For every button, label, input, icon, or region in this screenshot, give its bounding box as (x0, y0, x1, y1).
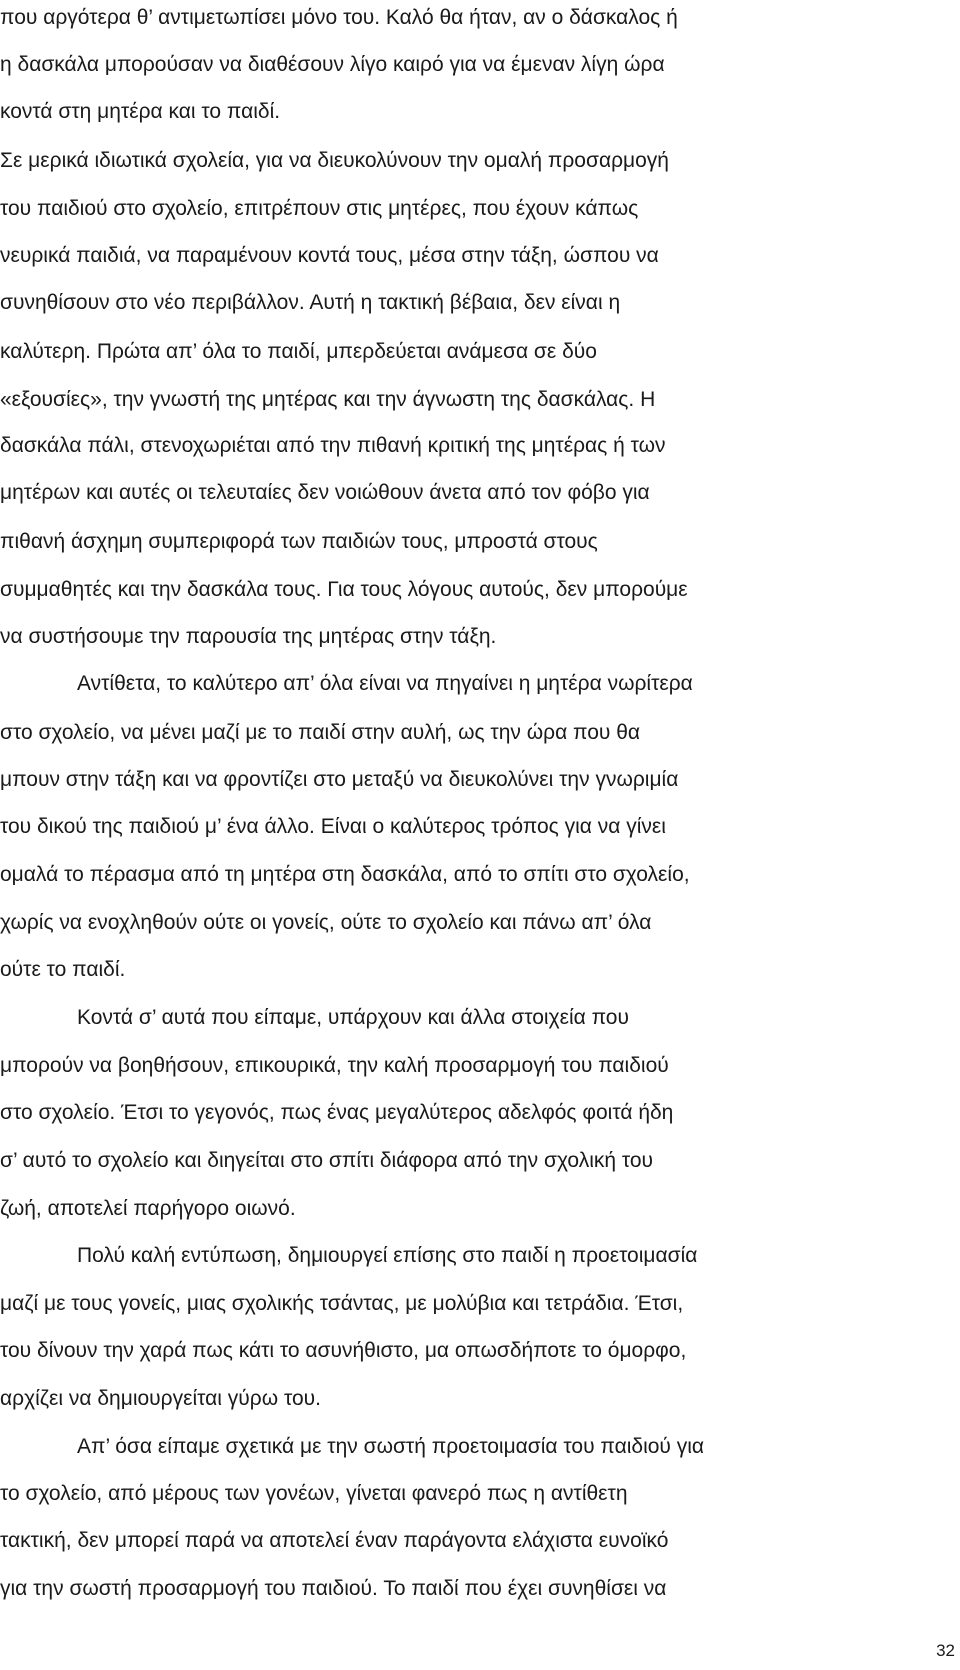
text-line: μπορούν να βοηθήσουν, επικουρικά, την καλή προσαρμογή του παιδιού (0, 1054, 669, 1077)
text-line: δασκάλα πάλι, στενοχωριέται από την πιθανή κριτική της μητέρας ή των (0, 434, 666, 457)
text-line: συνηθίσουν στο νέο περιβάλλον. Αυτή η τακτική βέβαια, δεν είναι η (0, 291, 621, 314)
text-line: μαζί με τους γονείς, μιας σχολικής τσάντας, με μολύβια και τετράδια. Έτσι, (0, 1292, 684, 1315)
text-line: να συστήσουμε την παρουσία της μητέρας στην τάξη. (0, 625, 497, 648)
text-line: του παιδιού στο σχολείο, επιτρέπουν στις μητέρες, που έχουν κάπως (0, 197, 639, 220)
text-line: Απ’ όσα είπαμε σχετικά με την σωστή προετοιμασία του παιδιού για (77, 1435, 705, 1458)
text-line: «εξουσίες», την γνωστή της μητέρας και την άγνωστη της δασκάλας. Η (0, 388, 656, 411)
text-line: Κοντά σ’ αυτά που είπαμε, υπάρχουν και άλλα στοιχεία που (77, 1006, 629, 1029)
text-line: Σε μερικά ιδιωτικά σχολεία, για να διευκολύνουν την ομαλή προσαρμογή (0, 149, 669, 172)
text-line: ούτε το παιδί. (0, 958, 126, 981)
text-line: κοντά στη μητέρα και το παιδί. (0, 100, 281, 123)
text-line: τακτική, δεν μπορεί παρά να αποτελεί έναν παράγοντα ελάχιστα ευνοϊκό (0, 1529, 669, 1552)
text-line: Πολύ καλή εντύπωση, δημιουργεί επίσης στο παιδί η προετοιμασία (77, 1244, 698, 1267)
text-line: συμμαθητές και την δασκάλα τους. Για τους λόγους αυτούς, δεν μπορούμε (0, 578, 688, 601)
text-line: η δασκάλα μπορούσαν να διαθέσουν λίγο καιρό για να έμεναν λίγη ώρα (0, 53, 665, 76)
page-number: 32 (936, 1641, 955, 1660)
text-line: του δικού της παιδιού μ’ ένα άλλο. Είναι ο καλύτερος τρόπος για να γίνει (0, 815, 666, 838)
text-line: ζωή, αποτελεί παρήγορο οιωνό. (0, 1197, 296, 1220)
text-line: πιθανή άσχημη συμπεριφορά των παιδιών τους, μπροστά στους (0, 530, 598, 553)
text-line: για την σωστή προσαρμογή του παιδιού. Το παιδί που έχει συνηθίσει να (0, 1577, 667, 1600)
text-line: μπουν στην τάξη και να φροντίζει στο μεταξύ να διευκολύνει την γνωριμία (0, 768, 679, 791)
text-line: χωρίς να ενοχληθούν ούτε οι γονείς, ούτε το σχολείο και πάνω απ’ όλα (0, 911, 652, 934)
text-line: στο σχολείο, να μένει μαζί με το παιδί στην αυλή, ως την ώρα που θα (0, 721, 641, 744)
text-line: καλύτερη. Πρώτα απ’ όλα το παιδί, μπερδεύεται ανάμεσα σε δύο (0, 340, 597, 363)
text-line: του δίνουν την χαρά πως κάτι το ασυνήθιστο, μα οπωσδήποτε το όμορφο, (0, 1339, 687, 1362)
text-line: αρχίζει να δημιουργείται γύρω του. (0, 1387, 321, 1410)
text-line: που αργότερα θ’ αντιμετωπίσει μόνο του. Καλό θα ήταν, αν ο δάσκαλος ή (0, 6, 678, 29)
text-line: στο σχολείο. Έτσι το γεγονός, πως ένας μεγαλύτερος αδελφός φοιτά ήδη (0, 1101, 674, 1124)
text-line: σ’ αυτό το σχολείο και διηγείται στο σπίτι διάφορα από την σχολική του (0, 1149, 654, 1172)
text-line: Αντίθετα, το καλύτερο απ’ όλα είναι να πηγαίνει η μητέρα νωρίτερα (77, 672, 693, 695)
text-line: μητέρων και αυτές οι τελευταίες δεν νοιώθουν άνετα από τον φόβο για (0, 481, 650, 504)
text-line: το σχολείο, από μέρους των γονέων, γίνεται φανερό πως η αντίθετη (0, 1482, 628, 1505)
text-line: νευρικά παιδιά, να παραμένουν κοντά τους, μέσα στην τάξη, ώσπου να (0, 244, 659, 267)
text-line: ομαλά το πέρασμα από τη μητέρα στη δασκάλα, από το σπίτι στο σχολείο, (0, 863, 690, 886)
